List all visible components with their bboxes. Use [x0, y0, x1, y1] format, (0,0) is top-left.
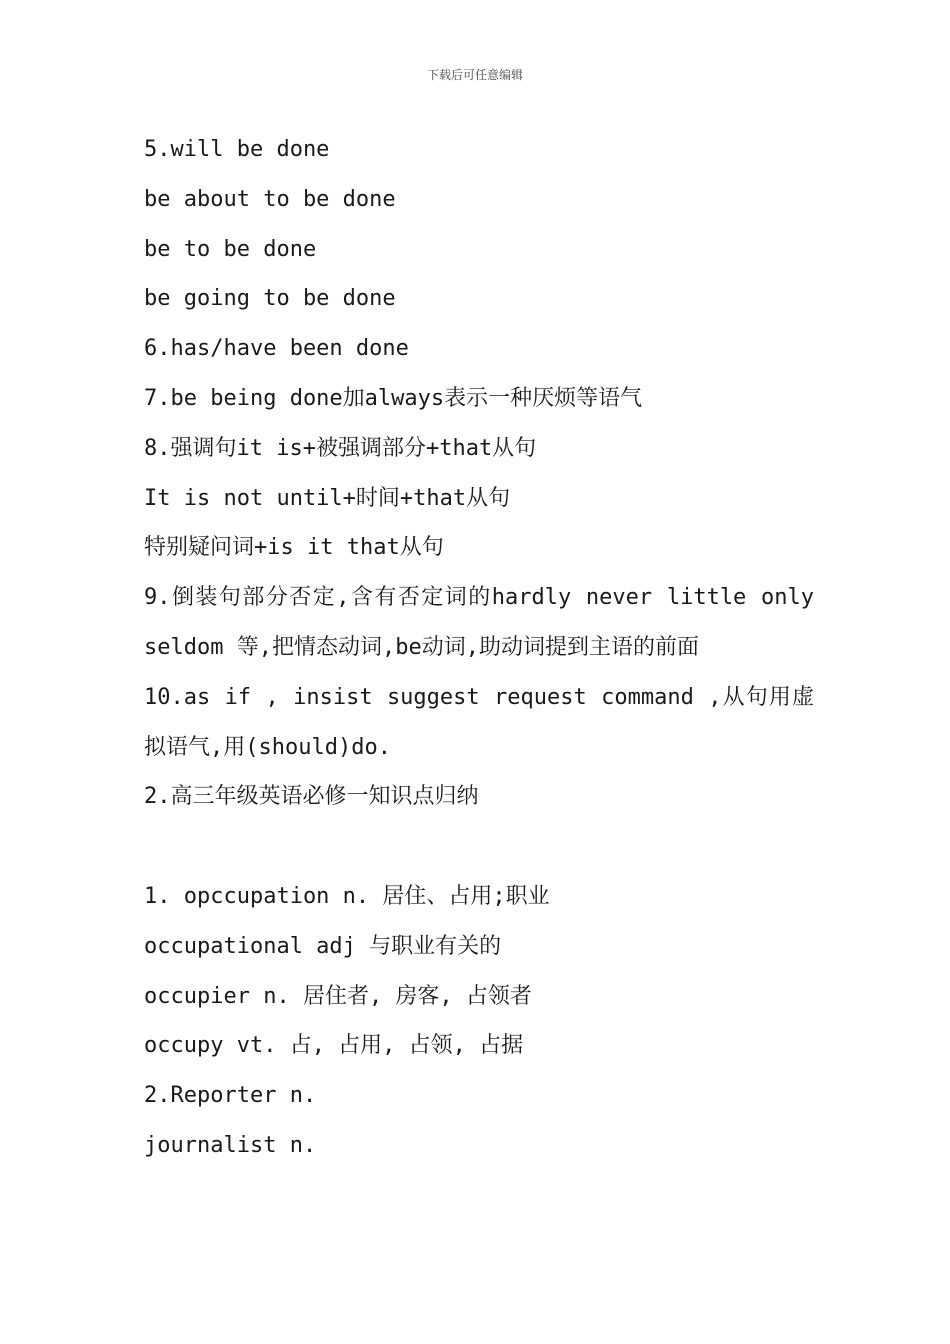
- text-line: be about to be done: [144, 186, 396, 212]
- document-body: [144, 125, 814, 1171]
- text-line: occupational adj 与职业有关的: [144, 933, 502, 959]
- section-heading: 2.高三年级英语必修一知识点归纳: [144, 784, 479, 810]
- text-line: 特别疑问词+is it that从句: [144, 535, 444, 561]
- blank-line: [144, 822, 814, 872]
- text-line: 6.has/have been done: [144, 336, 409, 362]
- text-line: be to be done: [144, 236, 317, 262]
- text-line: 8.强调句it is+被强调部分+that从句: [144, 435, 537, 461]
- text-line: occupy vt. 占, 占用, 占领, 占据: [144, 1033, 524, 1059]
- text-line: 1. opccupation n. 居住、占用;职业: [144, 883, 550, 909]
- text-paragraph: 10.as if , insist suggest request command ,从句用虚拟语气,用(should)do.: [144, 684, 814, 760]
- text-line: It is not until+时间+that从句: [144, 485, 511, 511]
- text-line: 5.will be done: [144, 137, 330, 162]
- text-line: journalist n.: [144, 1132, 317, 1158]
- text-line: 7.be being done加always表示一种厌烦等语气: [144, 385, 643, 411]
- page-header: 下载后可任意编辑: [426, 68, 523, 82]
- text-paragraph: 9.倒装句部分否定,含有否定词的hardly never little only seldom 等,把情态动词,be动词,助动词提到主语的前面: [144, 585, 814, 660]
- text-line: occupier n. 居住者, 房客, 占领者: [144, 983, 532, 1009]
- text-line: 2.Reporter n.: [144, 1083, 317, 1109]
- text-line: be going to be done: [144, 286, 396, 312]
